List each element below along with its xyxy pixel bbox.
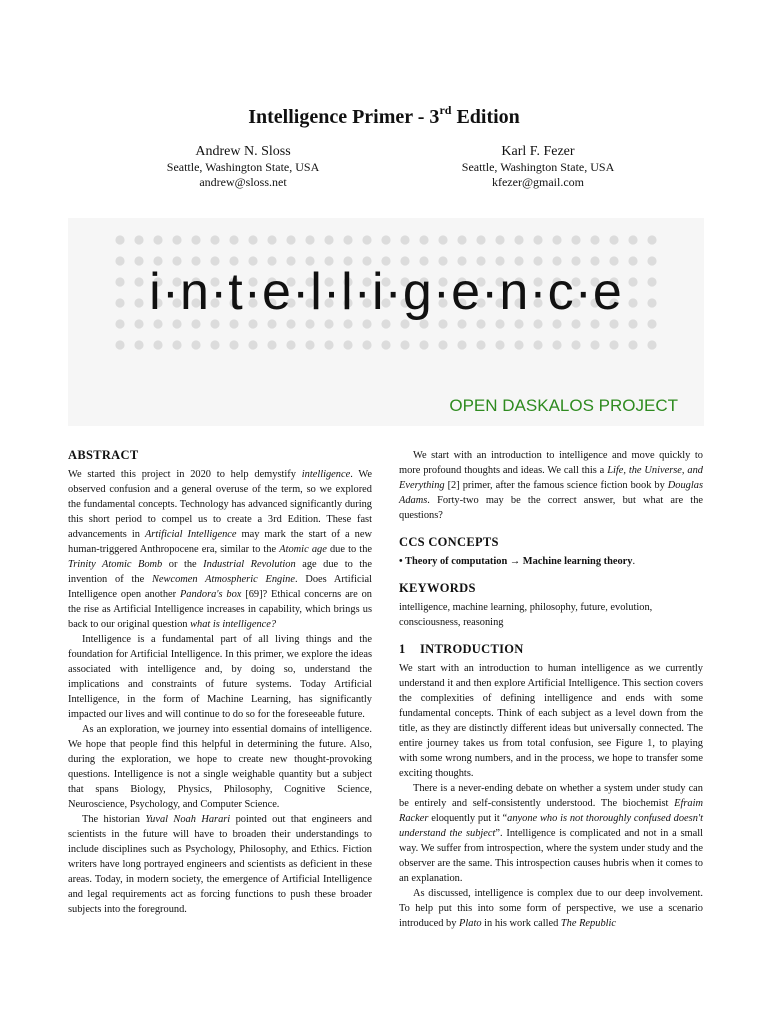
title-superscript: rd: [439, 103, 452, 117]
pattern-dot: [495, 235, 504, 244]
pattern-dot: [476, 235, 485, 244]
pattern-dot: [248, 235, 257, 244]
author-block-2: [408, 144, 668, 190]
pattern-dot: [495, 340, 504, 349]
abstract-paragraph-3: As an exploration, we journey into essential domains of intelligence. We hope that people find this helpful in determining the future. Also, during the exploration, we hope to create new thought-provoking questions. Intelligence is not a single weighable quantity but a subject that spans Biology, Physics, Philosophy, Cognitive Science, Neuroscience, Psychology, and Computer Science.: [68, 724, 372, 810]
pattern-dot: [286, 235, 295, 244]
pattern-dot: [381, 340, 390, 349]
pattern-dot: [229, 340, 238, 349]
pattern-dot: [362, 340, 371, 349]
pattern-dot: [191, 235, 200, 244]
pattern-dot: [552, 235, 561, 244]
author-name: Andrew N. Sloss: [195, 144, 291, 159]
pattern-dot: [552, 340, 561, 349]
author-affiliation: Seattle, Washington State, USA: [166, 160, 320, 174]
paper-title: [0, 103, 768, 129]
pattern-dot: [590, 340, 599, 349]
ccs-heading: CCS CONCEPTS: [399, 535, 499, 549]
pattern-dot: [286, 340, 295, 349]
pattern-dot: [628, 340, 637, 349]
pattern-dot: [172, 340, 181, 349]
pattern-dot: [324, 340, 333, 349]
pattern-dot: [134, 235, 143, 244]
pattern-dot: [191, 340, 200, 349]
abstract-paragraph-2: Intelligence is a fundamental part of all living things and the foundation for Artificial Intelligence. In this primer, we explore the ideas associated with intelligence and, by doing so, understand the implications and constraints of future systems. Today Artificial Intelligence, in the form of Machine Learning, has significantly impacted our lives and will continue to do so for the foreseeable future.: [68, 634, 372, 720]
pattern-dot: [400, 340, 409, 349]
abstract-paragraph-1: We started this project in 2020 to help demystify intelligence. We observed confusion and a general overuse of the term, so we explored the fundamental concepts. Technology has advanced significantly during this short period to compel us to create a 3rd Edition. These fast advancements in Artificial Intelligence may mark the start of a new human-triggered Anthropocene era, similar to the Atomic age due to the Trinity Atomic Bomb or the Industrial Revolution age due to the invention of the Newcomen Atmospheric Engine. Does Artificial Intelligence open another Pandora's box [69]? Ethical concerns are on the rise as Artificial Intelligence increases in capability, which brings us back to our original question what is intelligence?: [68, 469, 373, 630]
pattern-dot: [343, 340, 352, 349]
pattern-dot: [267, 340, 276, 349]
pattern-dot: [647, 235, 656, 244]
pattern-dot: [172, 235, 181, 244]
project-name: OPEN DASKALOS PROJECT: [449, 396, 678, 415]
title-main: Intelligence Primer - 3: [248, 106, 440, 128]
author-email[interactable]: andrew@sloss.net: [199, 175, 287, 189]
pattern-dot: [343, 235, 352, 244]
pattern-dot: [134, 340, 143, 349]
title-tail: Edition: [451, 106, 520, 128]
keywords-list: intelligence, machine learning, philosophy, future, evolution, consciousness, reasoning: [399, 602, 653, 628]
pattern-dot: [115, 235, 124, 244]
pattern-dot: [400, 235, 409, 244]
pattern-dot: [590, 235, 599, 244]
pattern-dot: [305, 235, 314, 244]
intro-paragraph-3: As discussed, intelligence is complex due to our deep involvement. To help put this into some form of perspective, we use a scenario introduced by Plato in his work called The Republic: [399, 888, 703, 929]
pattern-dot: [571, 340, 580, 349]
pattern-dot: [457, 235, 466, 244]
intro-paragraph-1: We start with an introduction to human intelligence as we currently understand it and then explore Artificial Intelligence. This section covers the complexities of defining intelligence and ends with some fundamental concepts. Think of each subject as a level down from the title, as they are distinctly different ideas but universally connected. The entire journey takes us from total confusion, see Figure 1, to playing with some wrong numbers, and in the process, we hope to transfer some exciting thoughts.: [399, 663, 703, 779]
pattern-dot: [210, 235, 219, 244]
pattern-dot: [210, 340, 219, 349]
pattern-dot: [324, 235, 333, 244]
pattern-dot: [153, 235, 162, 244]
author-email[interactable]: kfezer@gmail.com: [491, 175, 584, 189]
pattern-dot: [115, 340, 124, 349]
pattern-dot: [533, 235, 542, 244]
pattern-dot: [362, 235, 371, 244]
pattern-dot: [533, 340, 542, 349]
pattern-dot: [571, 235, 580, 244]
pattern-dot: [419, 340, 428, 349]
introduction-heading: 1 INTRODUCTION: [399, 642, 524, 656]
pattern-dot: [514, 340, 523, 349]
intelligence-banner: [68, 218, 704, 426]
keywords-heading: KEYWORDS: [399, 581, 476, 595]
pattern-dot: [248, 340, 257, 349]
author-block-1: [113, 144, 373, 190]
pattern-dot: [438, 235, 447, 244]
pattern-dot: [609, 235, 618, 244]
author-name: Karl F. Fezer: [501, 144, 575, 159]
pattern-dot: [609, 340, 618, 349]
intro-paragraph-2: There is a never-ending debate on whether a system under study can be entirely and self-consistently understood. The biochemist Efraim Racker eloquently put it “anyone who is not thoroughly confused doesn't understand the subject”. Intelligence is complicated and not in a small way. We suffer from introspection, where the system under study and the observer are the same. This introspection causes hubris when it comes to an explanation.: [399, 783, 703, 884]
abstract-paragraph-5: We start with an introduction to intelligence and move quickly to more profound thoughts and ideas. We call this a Life, the Universe, and Everything [2] primer, after the famous science fiction book by Douglas Adams. Forty-two may be the correct answer, but what are the questions?: [399, 450, 703, 521]
left-column: [68, 448, 372, 917]
pattern-dot: [438, 340, 447, 349]
pattern-dot: [305, 340, 314, 349]
pattern-dot: [514, 235, 523, 244]
pattern-dot: [476, 340, 485, 349]
abstract-paragraph-4: The historian Yuval Noah Harari pointed out that engineers and scientists in the future will have to broaden their understandings to include disciplines such as Psychology, Philosophy, and Ethics. Fiction writers have long portrayed engineers and scientists as deficient in these areas. Today, in modern society, the emergence of Artificial Intelligence and legal requirements act as forcing functions to push these broader subjects into the foreground.: [68, 814, 373, 915]
pattern-dot: [267, 235, 276, 244]
pattern-dot: [153, 340, 162, 349]
pattern-dot: [628, 235, 637, 244]
pattern-dot: [457, 340, 466, 349]
pattern-dot: [419, 235, 428, 244]
pattern-dot: [229, 235, 238, 244]
ccs-concepts: • Theory of computation → Machine learning theory.: [399, 556, 636, 567]
pattern-dot: [647, 340, 656, 349]
intelligence-wordmark: i·n·t·e·l·l·i·g·e·n·c·e: [149, 263, 623, 321]
author-affiliation: Seattle, Washington State, USA: [461, 160, 615, 174]
abstract-heading: ABSTRACT: [68, 448, 139, 462]
right-column: [399, 448, 703, 931]
pattern-dot: [381, 235, 390, 244]
